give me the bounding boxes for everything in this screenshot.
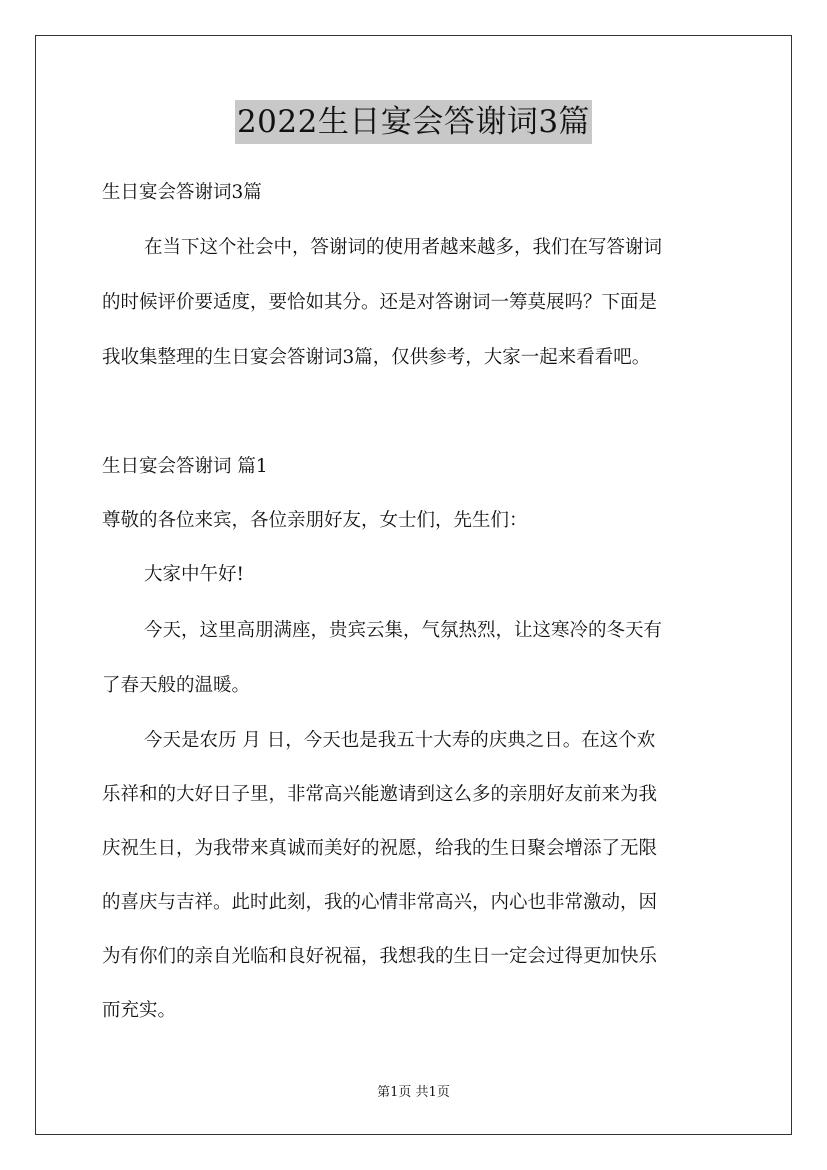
page-number: 第1页 共1页	[377, 1085, 450, 1100]
subtitle: 生日宴会答谢词3篇	[102, 182, 262, 203]
paragraph-line: 而充实。	[102, 1000, 177, 1021]
salutation: 尊敬的各位来宾，各位亲朋好友，女士们，先生们：	[102, 510, 528, 531]
title-container	[0, 100, 827, 144]
intro-line: 的时候评价要适度，要恰如其分。还是对答谢词一筹莫展吗？下面是	[102, 292, 658, 313]
paragraph-line: 为有你们的亲自光临和良好祝福，我想我的生日一定会过得更加快乐	[102, 946, 658, 967]
greeting: 大家中午好!	[144, 564, 244, 585]
paragraph-line: 庆祝生日，为我带来真诚而美好的祝愿，给我的生日聚会增添了无限	[102, 838, 658, 859]
paragraph-line: 今天，这里高朋满座，贵宾云集，气氛热烈，让这寒冷的冬天有	[144, 620, 663, 641]
paragraph-line: 今天是农历 月 日，今天也是我五十大寿的庆典之日。在这个欢	[144, 730, 656, 751]
paragraph-line: 了春天般的温暖。	[102, 675, 251, 696]
document-title: 2022生日宴会答谢词3篇	[235, 100, 592, 144]
section-heading: 生日宴会答谢词 篇1	[102, 456, 268, 477]
intro-line: 在当下这个社会中，答谢词的使用者越来越多，我们在写答谢词	[144, 237, 663, 258]
paragraph-line: 乐祥和的大好日子里，非常高兴能邀请到这么多的亲朋好友前来为我	[102, 784, 658, 805]
paragraph-line: 的喜庆与吉祥。此时此刻，我的心情非常高兴，内心也非常激动，因	[102, 892, 658, 913]
intro-line: 我收集整理的生日宴会答谢词3篇，仅供参考，大家一起来看看吧。	[102, 347, 651, 368]
